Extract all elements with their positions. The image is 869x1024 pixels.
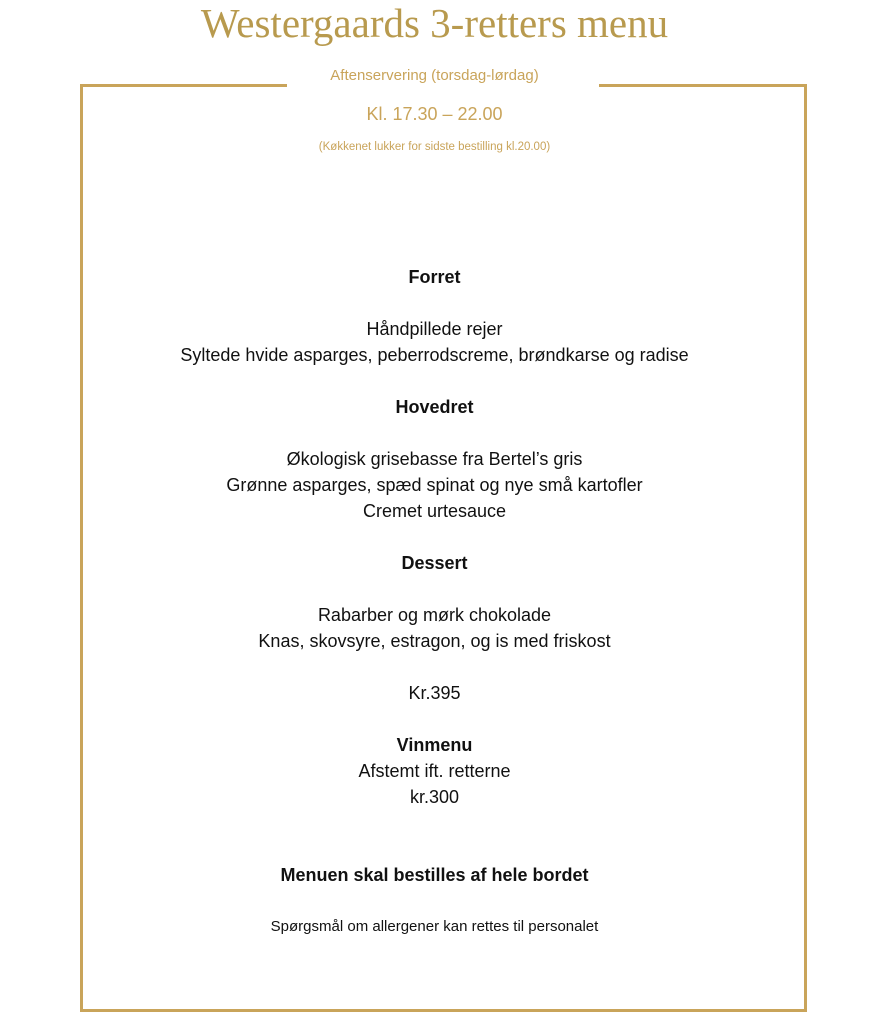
service-hours: Kl. 17.30 – 22.00 bbox=[366, 104, 503, 124]
wine-menu-price: kr.300 bbox=[409, 787, 460, 807]
dessert-heading: Dessert bbox=[401, 553, 468, 573]
main-course-heading: Hovedret bbox=[395, 397, 474, 417]
main-course-sauce: Cremet urtesauce bbox=[362, 501, 507, 521]
page-title: Westergaards 3-retters menu bbox=[200, 0, 669, 46]
order-notice: Menuen skal bestilles af hele bordet bbox=[280, 865, 589, 885]
kitchen-closing-note: (Køkkenet lukker for sidste bestilling kl.20.00) bbox=[318, 141, 551, 153]
wine-menu-description: Afstemt ift. retterne bbox=[358, 761, 511, 781]
menu-price: Kr.395 bbox=[408, 683, 461, 703]
dessert-dish: Rabarber og mørk chokolade bbox=[317, 605, 552, 625]
service-days: Aftenservering (torsdag-lørdag) bbox=[330, 67, 539, 84]
starter-description: Syltede hvide asparges, peberrodscreme, brøndkarse og radise bbox=[180, 345, 689, 365]
starter-heading: Forret bbox=[408, 267, 461, 287]
allergen-notice: Spørgsmål om allergener kan rettes til personalet bbox=[270, 918, 599, 935]
dessert-description: Knas, skovsyre, estragon, og is med friskost bbox=[258, 631, 611, 651]
starter-dish: Håndpillede rejer bbox=[366, 319, 503, 339]
main-course-dish: Økologisk grisebasse fra Bertel’s gris bbox=[286, 449, 583, 469]
menu-content bbox=[0, 264, 869, 940]
wine-menu-heading: Vinmenu bbox=[396, 735, 473, 755]
main-course-sides: Grønne asparges, spæd spinat og nye små kartofler bbox=[226, 475, 643, 495]
